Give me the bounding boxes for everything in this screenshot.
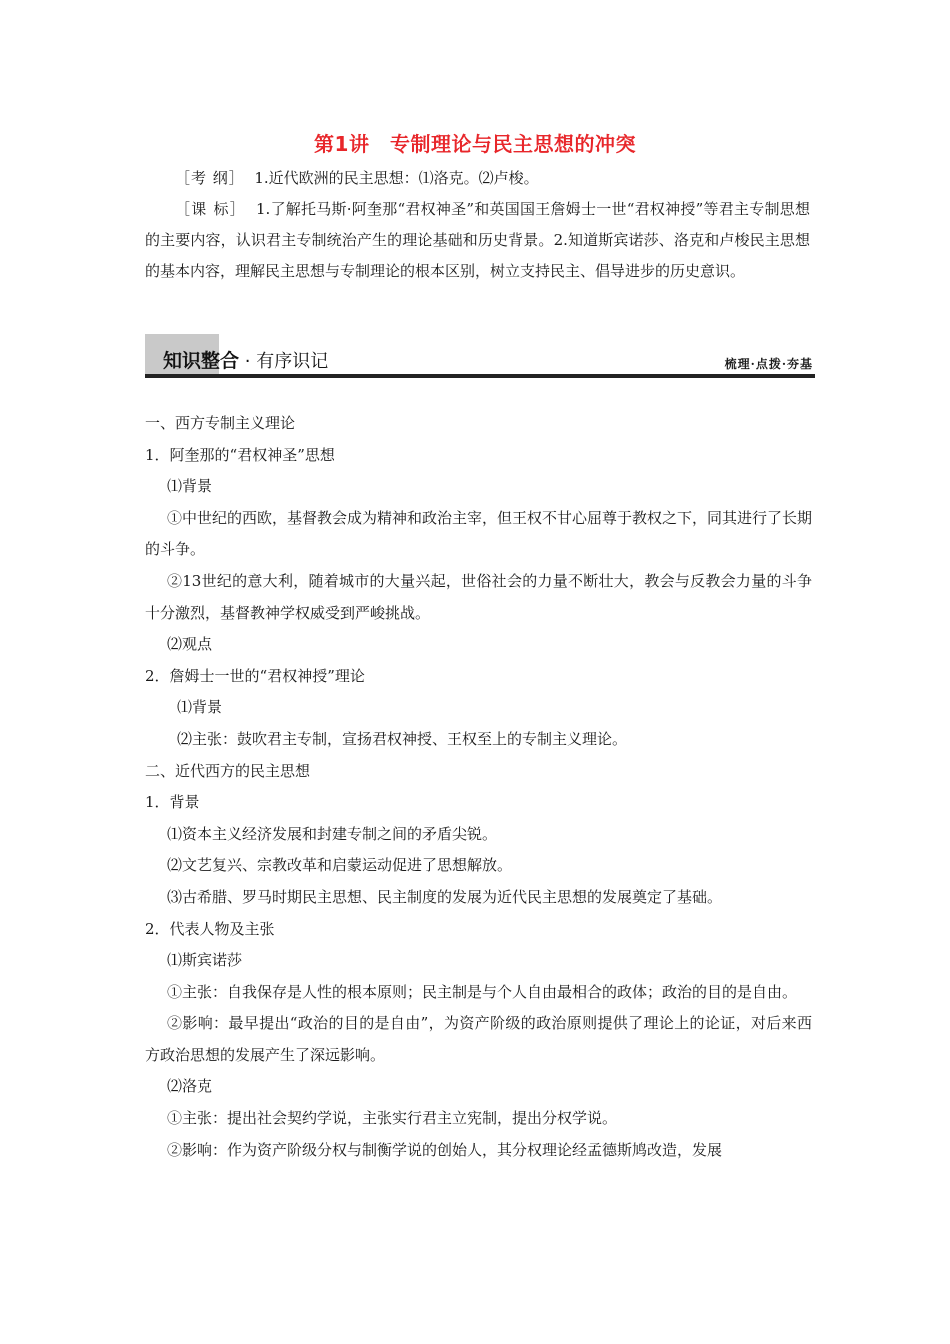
item-background: ⑴背景 — [167, 477, 213, 496]
paragraph: ①主张：自我保存是人性的根本原则；民主制是与个人自由最相合的政体；政治的目的是自由。 — [167, 982, 798, 1001]
item-spinoza: ⑴斯宾诺莎 — [167, 951, 243, 970]
item-claim: ⑵主张：鼓吹君主专制，宣扬君权神授、王权至上的专制主义理论。 — [177, 729, 628, 748]
subheading-1-2: 2．詹姆士一世的“君权神授”理论 — [145, 666, 365, 685]
section-banner — [145, 334, 815, 380]
paragraph: ②影响：作为资产阶级分权与制衡学说的创始人，其分权理论经孟德斯鸠改造，发展 — [167, 1140, 723, 1159]
content-body — [145, 408, 812, 1166]
heading-1: 一、西方专制主义理论 — [145, 414, 296, 432]
kaogang-tag: ［考 纲］ — [175, 169, 245, 187]
banner-dot: · — [244, 351, 251, 372]
page-title: 第1讲 专制理论与民主思想的冲突 — [314, 132, 636, 156]
paragraph: ①主张：提出社会契约学说，主张实行君主立宪制，提出分权学说。 — [167, 1109, 618, 1128]
banner-rule — [145, 374, 815, 378]
subheading-1-1: 1．阿奎那的“君权神圣”思想 — [145, 445, 335, 464]
item-viewpoint: ⑵观点 — [167, 635, 213, 654]
banner-heading-main: 知识整合 — [163, 350, 240, 372]
item-background: ⑴背景 — [177, 698, 223, 717]
kebiao-paragraph — [145, 194, 810, 287]
kebiao-text: 1.了解托马斯·阿奎那“君权神圣”和英国国王詹姆士一世“君权神授”等君主专制思想的主要内容，认识君主专制统治产生的理论基础和历史背景。2.知道斯宾诺莎、洛克和卢梭民主思想的基本内容，理解民主思想与专制理论的根本区别，树立支持民主、倡导进步的历史意识。 — [145, 200, 810, 280]
paragraph: ②13世纪的意大利，随着城市的大量兴起，世俗社会的力量不断壮大，教会与反教会力量的斗争十分激烈，基督教神学权威受到严峻挑战。 — [145, 571, 812, 622]
list-item: ⑶古希腊、罗马时期民主思想、民主制度的发展为近代民主思想的发展奠定了基础。 — [167, 887, 723, 906]
heading-2: 二、近代西方的民主思想 — [145, 761, 311, 780]
kebiao-tag: ［课 标］ — [175, 200, 246, 218]
paragraph: ②影响：最早提出“政治的目的是自由”，为资产阶级的政治原则提供了理论上的论证，对后来西方政治思想的发展产生了深远影响。 — [145, 1014, 812, 1064]
subheading-2-1: 1．背景 — [145, 793, 200, 812]
list-item: ⑵文艺复兴、宗教改革和启蒙运动促进了思想解放。 — [167, 856, 513, 875]
intro-block — [145, 163, 810, 287]
kaogang-line — [145, 163, 810, 194]
banner-heading — [163, 346, 328, 373]
banner-right-note: 梳理·点拨·夯基 — [724, 357, 813, 371]
subheading-2-2: 2．代表人物及主张 — [145, 919, 275, 938]
paragraph: ①中世纪的西欧，基督教会成为精神和政治主宰，但王权不甘心屈尊于教权之下，同其进行了长期的斗争。 — [145, 508, 813, 559]
banner-subheading: 有序识记 — [256, 351, 329, 372]
kaogang-text: 1.近代欧洲的民主思想：⑴洛克。⑵卢梭。 — [254, 169, 539, 187]
list-item: ⑴资本主义经济发展和封建专制之间的矛盾尖锐。 — [167, 824, 498, 843]
item-locke: ⑵洛克 — [167, 1077, 213, 1096]
